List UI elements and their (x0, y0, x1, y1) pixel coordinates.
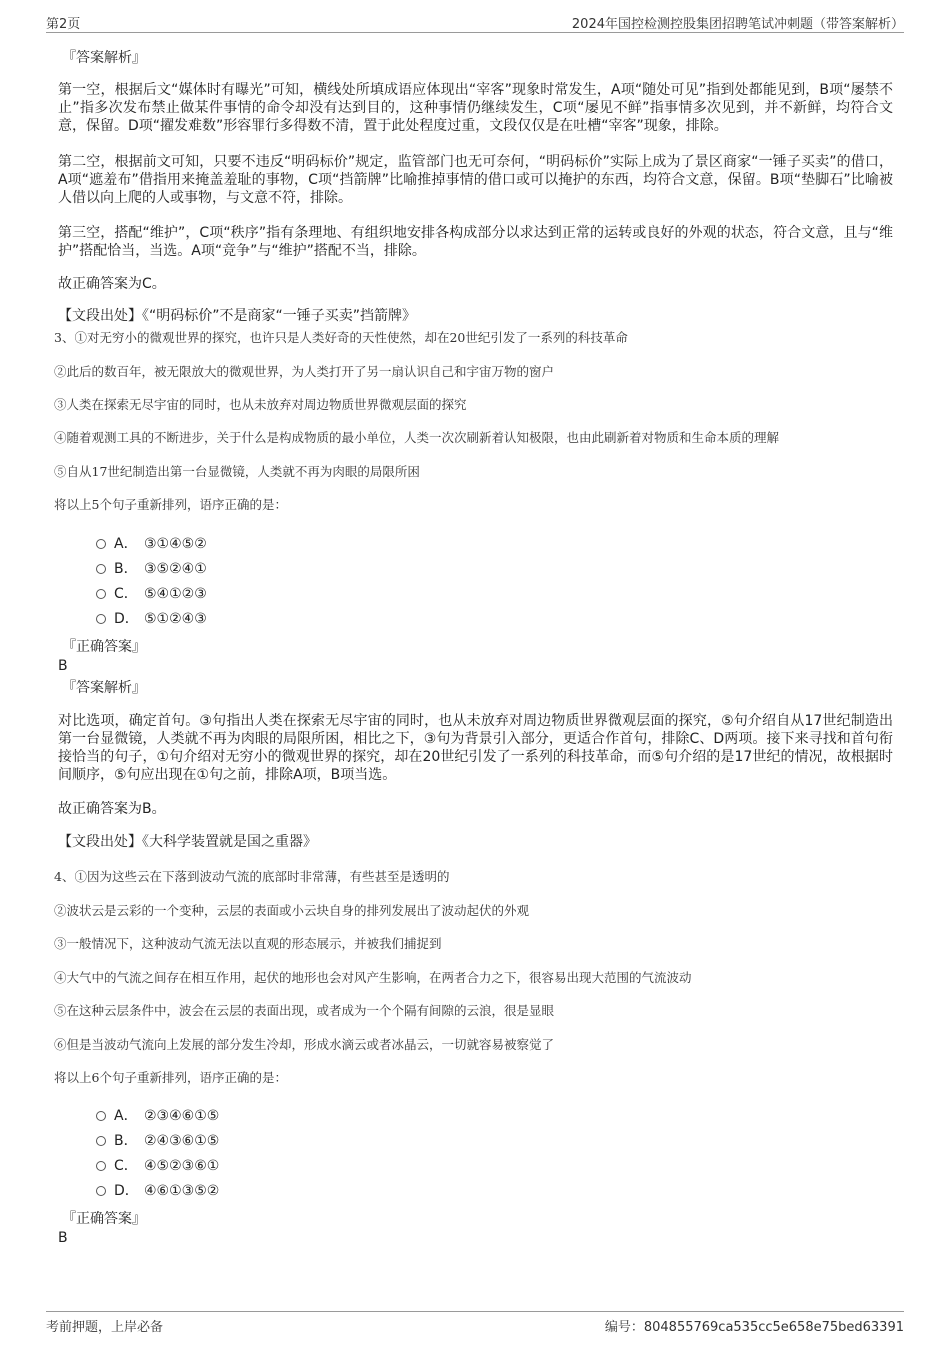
q3-analysis-title: 『答案解析』 (62, 680, 146, 696)
page-header (46, 12, 904, 33)
page-footer (46, 1311, 904, 1334)
option-text: ④⑥①③⑤② (144, 1183, 220, 1199)
q3-analysis-paragraph (58, 712, 893, 784)
q3-sentence-4: ④随着观测工具的不断进步，关于什么是构成物质的最小单位，人类一次次刷新着认知极限，也由此刷新着对物质和生命本质的理解 (54, 430, 780, 445)
radio-icon[interactable] (96, 1186, 106, 1196)
q2-analysis-title: 『答案解析』 (62, 50, 146, 66)
q2-analysis-text-3: 第三空，搭配“维护”，C项“秩序”指有条理地、有组织地安排各构成部分以求达到正常的运转或良好的外观的状态，符合文意，且与“维护”搭配恰当，当选。A项“竞争”与“维护”搭配不当，排除。 (58, 225, 893, 259)
option-label: C． (114, 1158, 138, 1174)
q4-prompt: 将以上6个句子重新排列，语序正确的是： (54, 1070, 287, 1085)
q4-sentence-6: ⑥但是当波动气流向上发展的部分发生冷却，形成水滴云或者冰晶云，一切就容易被察觉了 (54, 1037, 555, 1052)
option-label: B． (114, 561, 138, 577)
q3-analysis-text: 对比选项，确定首句。③句指出人类在探索无尽宇宙的同时，也从未放弃对周边物质世界微观层面的探究，⑤句介绍自从17世纪制造出第一台显微镜，人类就不再为肉眼的局限所困，相比之下，③句为背景引入部分，更适合作首句，排除C、D两项。接下来寻找和首句衔接恰当的句子，①句介绍对无穷小的微观世界的探究，却在20世纪引发了一系列的科技革命，而⑤句介绍的是17世纪的情况，故根据时间顺序，⑤句应出现在①句之前，排除A项，B项当选。 (58, 713, 893, 783)
q4-sentence-5: ⑤在这种云层条件中，波会在云层的表面出现，或者成为一个个隔有间隙的云浪，很是显眼 (54, 1003, 555, 1018)
q2-analysis-text-2: 第二空，根据前文可知，只要不违反“明码标价”规定，监管部门也无可奈何，“明码标价”实际上成为了景区商家“一锤子买卖”的借口，A项“遮羞布”借指用来掩盖羞耻的事物，C项“挡箭牌”比喻推掉事情的借口或可以掩护的东西，均符合文意，保留。B项“垫脚石”比喻被人借以向上爬的人或事物，与文意不符，排除。 (58, 154, 893, 206)
q3-answer-title: 『正确答案』 (62, 639, 146, 655)
option-text: ③①④⑤② (144, 536, 207, 552)
radio-icon[interactable] (96, 614, 106, 624)
q3-option-a[interactable] (96, 535, 207, 553)
option-label: A． (114, 1108, 138, 1124)
q3-sentence-3: ③人类在探索无尽宇宙的同时，也从未放弃对周边物质世界微观层面的探究 (54, 397, 467, 412)
q2-analysis-paragraph-3 (58, 224, 893, 260)
footer-slogan: 考前押题，上岸必备 (46, 1320, 164, 1335)
q2-analysis-text-1: 第一空，根据后文“媒体时有曝光”可知，横线处所填成语应体现出“宰客”现象时常发生，A项“随处可见”指到处都能见到，B项“屡禁不止”指多次发布禁止做某件事情的命令却没有达到目的，这种事情仍继续发生，C项“屡见不鲜”指事情多次见到，并不新鲜，均符合文意，保留。D项“擢发难数”形容罪行多得数不清，置于此处程度过重，文段仅仅是在吐槽“宰客”现象，排除。 (58, 82, 893, 134)
radio-icon[interactable] (96, 564, 106, 574)
q4-sentence-2: ②波状云是云彩的一个变种，云层的表面或小云块自身的排列发展出了波动起伏的外观 (54, 903, 530, 918)
radio-icon[interactable] (96, 1111, 106, 1121)
option-text: ⑤④①②③ (144, 586, 207, 602)
q4-answer: B (58, 1230, 68, 1246)
option-text: ③⑤②④① (144, 561, 207, 577)
q3-source: 【文段出处】《大科学装置就是国之重器》 (58, 834, 317, 850)
q3-option-b[interactable] (96, 560, 207, 578)
q4-sentence-4: ④大气中的气流之间存在相互作用，起伏的地形也会对风产生影响，在两者合力之下，很容易出现大范围的气流波动 (54, 970, 692, 985)
option-text: ④⑤②③⑥① (144, 1158, 220, 1174)
radio-icon[interactable] (96, 1161, 106, 1171)
q2-analysis-paragraph-2 (58, 153, 893, 207)
q4-answer-title: 『正确答案』 (62, 1211, 146, 1227)
option-label: D． (114, 611, 139, 627)
q4-option-d[interactable] (96, 1182, 219, 1200)
q4-sentence-3: ③一般情况下，这种波动气流无法以直观的形态展示，并被我们捕捉到 (54, 936, 442, 951)
q3-sentence-2: ②此后的数百年，被无限放大的微观世界，为人类打开了另一扇认识自己和宇宙万物的窗户 (54, 364, 555, 379)
document-id: 编号：804855769ca535cc5e658e75bed63391 (604, 1320, 904, 1335)
q3-sentence-5: ⑤自从17世纪制造出第一台显微镜，人类就不再为肉眼的局限所困 (54, 464, 420, 479)
q3-option-c[interactable] (96, 585, 207, 603)
option-label: A． (114, 536, 138, 552)
option-text: ②④③⑥①⑤ (144, 1133, 220, 1149)
option-text: ⑤①②④③ (144, 611, 207, 627)
q2-conclusion: 故正确答案为C。 (58, 276, 166, 292)
option-text: ②③④⑥①⑤ (144, 1108, 220, 1124)
radio-icon[interactable] (96, 589, 106, 599)
q4-option-c[interactable] (96, 1157, 219, 1175)
q3-conclusion: 故正确答案为B。 (58, 801, 166, 817)
q2-analysis-paragraph-1 (58, 81, 893, 135)
q4-option-a[interactable] (96, 1107, 219, 1125)
radio-icon[interactable] (96, 539, 106, 549)
option-label: C． (114, 586, 138, 602)
option-label: D． (114, 1183, 139, 1199)
q3-sentence-1: 3、①对无穷小的微观世界的探究，也许只是人类好奇的天性使然，却在20世纪引发了一系列的科技革命 (54, 330, 628, 345)
q4-sentence-1: 4、①因为这些云在下落到波动气流的底部时非常薄，有些甚至是透明的 (54, 869, 450, 884)
radio-icon[interactable] (96, 1136, 106, 1146)
page-number: 第2页 (46, 17, 81, 32)
document-title: 2024年国控检测控股集团招聘笔试冲刺题（带答案解析） (571, 17, 904, 32)
q4-option-b[interactable] (96, 1132, 219, 1150)
q3-answer: B (58, 658, 68, 674)
option-label: B． (114, 1133, 138, 1149)
q3-prompt: 将以上5个句子重新排列，语序正确的是： (54, 497, 287, 512)
q2-source: 【文段出处】《“明码标价”不是商家“一锤子买卖”挡箭牌》 (58, 308, 417, 324)
q3-option-d[interactable] (96, 610, 207, 628)
